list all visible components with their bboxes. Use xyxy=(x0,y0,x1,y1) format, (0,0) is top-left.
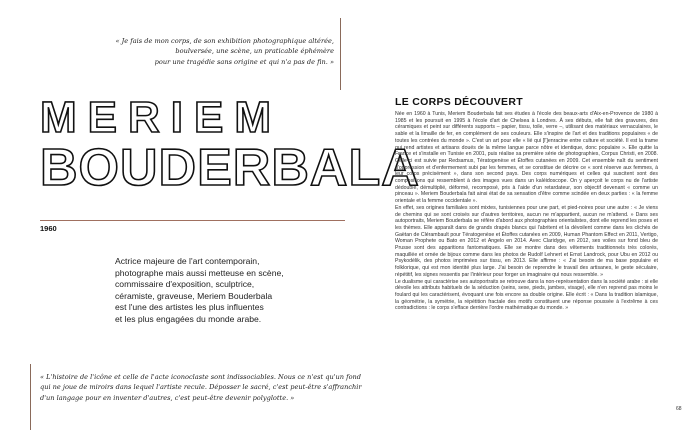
quote-line: qui ne joue de miroirs dans lequel l'artiste recule. Déposser le sacré, c'est peut-être s'affranchir xyxy=(40,383,362,392)
article-body xyxy=(395,111,658,312)
article-paragraph: En effet, ses origines familiales sont mixtes, tunisiennes pour une part, et pied-noires pour une autre : « Je viens de chemins qui se sont croisés sur d'autres territoires, aucun ne m'appartient, aucun ne m'attend. » Dans ses autoportraits, Meriem Bouderbala se réfère d'abord aux photographies orientalistes, dont elle reprend les poses et les thèmes. Elle apparaît dans de grands drapés blancs qui l'abritent et la dévoilent comme dans les clichés de Gaëtan de Clérambault pour Tératogenèse et Étoffes cutanées en 2009, Human Phantom Effect en 2011, Vertigo, Woman Prophete ou Bato en 2012 et Angelo en 2014. Avec Claridyge, en 2012, ses voiles sur fond bleu de Prusse sont des apparitions fantomatiques. Elle se montre dans des vêtements traditionnels très colorés, maquillée et ornée de bijoux comme dans les photos de Rudolf Lehnert et Ernst Landrock, pour Ubu en 2012 ou Psykodélik, des photos imprimées sur tissu, en 2013. Elle affirme : « J'ai besoin de ma base populaire et folklorique, qui est mon identité plus large. J'ai besoin de reprendre le travail des artisanes, le geste séculaire, répétitif, les signes ressentis par l'intérieur pour forger un imaginaire qui nous ressemble. » xyxy=(395,204,658,278)
quote-line: « L'histoire de l'icône et celle de l'acte iconoclaste sont indissociables. Nous ce n'est qu'un fond xyxy=(40,373,362,381)
intro-line: commissaire d'exposition, sculptrice, xyxy=(115,279,255,290)
intro-line: Actrice majeure de l'art contemporain, xyxy=(115,256,260,266)
quote-line: d'un langage pour en inventer d'autres, c'est peut-être devenir polyglotte. » xyxy=(40,393,295,402)
intro-line: est l'une des artistes les plus influentes xyxy=(115,302,264,313)
article-paragraph: Le dualisme qui caractérise ses autoportraits se retrouve dans la non-représentation dans la société arabe : si elle dévoile les attributs habituels de la séduction (seins, sexe, pieds, jambes, visage), elle n'en reprend pas moins le foulard qui les caractérisent, évoquant une fois encore sa double origine. Elle écrit : « Dans la tradition islamique, la géométrie, la symétrie, la répétition fractale des motifs constituent une réponse poussée à l'extrême à ces contradictions : le corps s'efface derrière l'ordre mathématique du monde. » xyxy=(395,278,658,312)
intro-line: céramiste, graveuse, Meriem Bouderbala xyxy=(115,290,273,301)
top-quote-rule xyxy=(340,18,341,90)
quote-line: pour une tragédie sans origine et qui n'a pas de fin. » xyxy=(154,57,334,66)
bottom-quote-rule xyxy=(30,364,31,430)
artist-first-name: MERIEM xyxy=(40,93,282,142)
page-number: 68 xyxy=(676,406,682,412)
artist-last-name: BOUDERBALA xyxy=(40,139,420,197)
name-divider xyxy=(40,220,345,221)
intro-line: et les plus engagées du monde arabe. xyxy=(115,313,262,324)
artist-name xyxy=(40,93,420,197)
artist-birth-year: 1960 xyxy=(40,224,57,233)
quote-line: « Je fais de mon corps, de son exhibition photographique altérée, xyxy=(115,37,334,45)
article-title: LE CORPS DÉCOUVERT xyxy=(395,96,523,108)
top-quote xyxy=(112,36,334,67)
bottom-quote xyxy=(40,372,362,403)
intro-text xyxy=(115,256,285,326)
quote-line: boulversée, une scène, un praticable éphémère xyxy=(175,47,334,56)
article-paragraph: Née en 1960 à Tunis, Meriem Bouderbala fait ses études à l'école des beaux-arts d'Aix-en-Provence de 1980 à 1985 et les poursuit en 1995 à l'école d'art de Chelsea à Londres. À ses débuts, elle fait des gravures, des céramiques et peint sur différents supports – papier, tissu, toile, verre –, utilisant des matériaux vernaculaires, le sable et la limaille de fer, en complément de ses couleurs. Elle s'inspire de l'art et des traditions populaires « de toutes les contrées du monde ». C'est un art pour elle « lié qui [l']enracine entre culture et société. Il est la trame qui rend artistes et artisans doués de la même langue parce nôtre et identique, donc populaire ». Elle quitte la France et s'installe en Tunisie en 2001, puis réalise sa première série de photographies, Corpus Christi, en 2008. Celle-ci est suivie par Redsamus, Tératogenèse et Étoffes cutanées en 2009. Cet ensemble naît du sentiment d'oppression et d'enfermement subi par les femmes, et se constitue de décrire ce « sont réserve aux femmes, à leur corps précisément », dans son second pays. Des corps numériques et celles qui suscitent sont des compositions qui ressemblent à des images vues dans un kaléidoscope. On y aperçoit le corps nu de l'artiste dédoublé, démultiplié, déformé, recomposé, pris à l'aide d'un retardateur, son objectif devenant « comme un pinceau ». Meriem Bouderbala fait ainsi état de sa sensation d'être comme scindée en deux parties : « la femme orientale et la femme occidentale ». xyxy=(395,111,658,205)
intro-line: photographe mais aussi metteuse en scène, xyxy=(115,267,284,278)
